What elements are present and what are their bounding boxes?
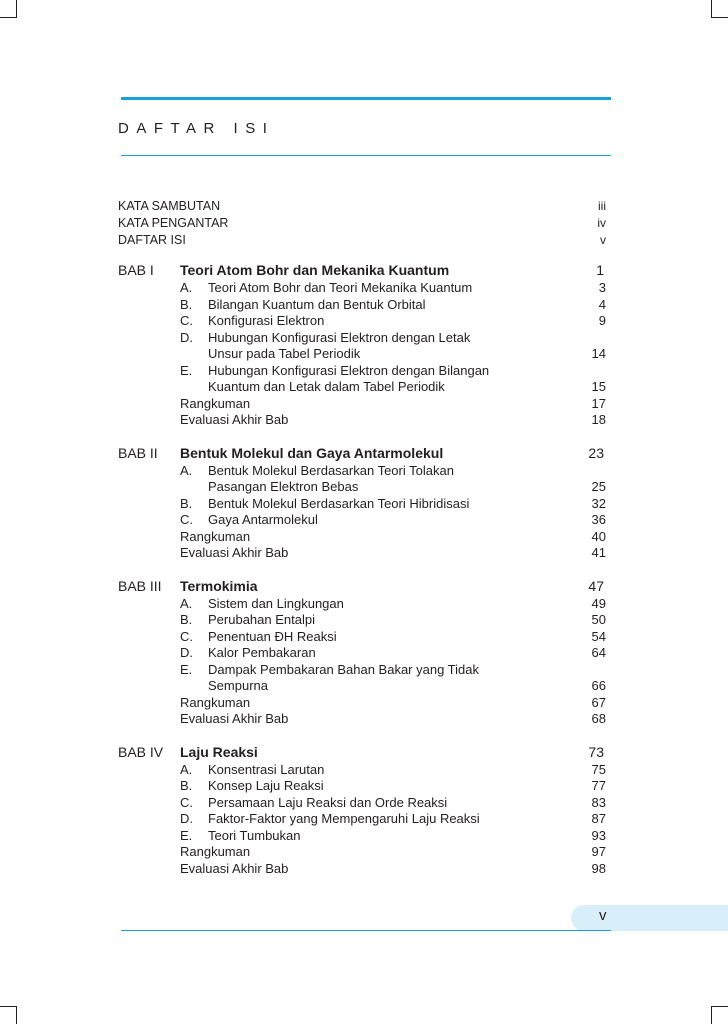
section-title: Konsentrasi Larutan [208,761,325,777]
section-title-continued: Unsur pada Tabel Periodik [208,346,361,361]
crop-mark-bottom-right [711,1006,712,1024]
crop-mark-bottom-left [16,1006,17,1024]
section-title: Bentuk Molekul Berdasarkan Teori Tolakan [208,462,454,478]
page-number: iii [598,199,606,213]
evaluation-label: Evaluasi Akhir Bab [180,711,289,726]
section-letter: D. [180,645,193,660]
entry-label: KATA PENGANTAR [118,216,229,230]
page-number: 47 [588,577,604,594]
chapter-title-text: Teori Atom Bohr dan Mekanika Kuantum [180,262,450,278]
section-letter: E. [180,661,193,677]
entry-label: DAFTAR ISI [118,233,186,247]
page-number: 18 [591,412,606,427]
crop-mark-top-right [711,0,712,18]
section-title: Hubungan Konfigurasi Elektron dengan Letak [208,329,471,345]
table-of-contents [118,198,608,877]
summary-label: Rangkuman [180,844,251,859]
section-letter: E. [180,827,193,843]
section-title: Penentuan ÐH Reaksi [208,628,337,644]
section-title-continued: Pasangan Elektron Bebas [208,479,359,494]
toc-section[interactable] [180,762,608,779]
toc-section[interactable] [180,778,608,795]
page-number: 64 [591,645,606,660]
toc-section[interactable] [180,612,608,629]
section-title: Konsep Laju Reaksi [208,778,324,793]
toc-section[interactable] [180,313,608,330]
section-letter: C. [180,794,193,810]
section-title: Teori Tumbukan [208,827,301,843]
page-number: 50 [591,612,606,627]
page-number: 49 [591,595,606,611]
header-rule [121,97,611,100]
section-letter: D. [180,329,193,345]
toc-summary[interactable] [180,396,608,413]
toc-evaluation[interactable] [180,412,608,429]
page-number: 32 [591,495,606,511]
summary-label: Rangkuman [180,395,251,411]
section-title-continued: Sempurna [208,678,268,693]
section-title: Bilangan Kuantum dan Bentuk Orbital [208,296,426,312]
chapter-number: BAB I [118,262,154,278]
page-number: 68 [591,711,606,726]
footer-rule [121,930,611,931]
title-underline [121,155,611,156]
page-number: 97 [591,844,606,859]
evaluation-label: Evaluasi Akhir Bab [180,860,289,876]
toc-front-entry[interactable] [118,232,608,249]
evaluation-label: Evaluasi Akhir Bab [180,412,289,427]
page-number: 1 [596,262,604,278]
chapter-3 [118,576,608,728]
page-number: 87 [591,811,606,826]
toc-front-entry[interactable] [118,215,608,232]
section-title: Dampak Pembakaran Bahan Bakar yang Tidak [208,661,479,677]
section-title: Bentuk Molekul Berdasarkan Teori Hibridisasi [208,495,470,511]
toc-section[interactable] [180,297,608,314]
section-letter: A. [180,595,193,611]
toc-section[interactable] [180,330,608,363]
section-letter: C. [180,313,193,328]
toc-section[interactable] [180,280,608,297]
toc-section[interactable] [180,645,608,662]
section-letter: B. [180,612,193,627]
section-title: Faktor-Faktor yang Mempengaruhi Laju Reaksi [208,811,480,826]
toc-section[interactable] [180,629,608,646]
page-number: 54 [591,628,606,644]
crop-mark-top-right-h [711,17,728,18]
crop-mark-top-left [16,0,17,18]
toc-section[interactable] [180,512,608,529]
chapter-1 [118,260,608,429]
entry-label: KATA SAMBUTAN [118,199,221,213]
page-number: 40 [591,528,606,544]
page-number: iv [597,216,606,230]
page-number: 25 [591,479,606,494]
front-matter [118,198,608,249]
section-title: Teori Atom Bohr dan Teori Mekanika Kuantum [208,280,473,295]
toc-section[interactable] [180,363,608,396]
page-number: 66 [591,678,606,693]
section-letter: B. [180,778,193,793]
toc-section[interactable] [180,828,608,845]
page-number: 83 [591,794,606,810]
chapter-title[interactable] [180,742,608,762]
section-title: Gaya Antarmolekul [208,512,318,527]
chapter-title[interactable] [180,443,608,463]
toc-section[interactable] [180,662,608,695]
page-number: 23 [588,444,604,461]
section-letter: E. [180,362,193,378]
page-number: 75 [591,761,606,777]
footer-page-number: v [599,907,607,924]
page-number: 15 [591,379,606,394]
section-title: Perubahan Entalpi [208,612,315,627]
section-title: Hubungan Konfigurasi Elektron dengan Bilangan [208,362,490,378]
chapter-title-text: Bentuk Molekul dan Gaya Antarmolekul [180,444,444,461]
chapter-number: BAB III [118,577,162,594]
toc-evaluation[interactable] [180,545,608,562]
page-number: 98 [591,860,606,876]
toc-summary[interactable] [180,844,608,861]
toc-section[interactable] [180,463,608,496]
crop-mark-bottom-left-h [0,1006,17,1007]
chapter-title[interactable] [180,260,608,280]
section-letter: B. [180,495,193,511]
section-letter: A. [180,280,193,295]
section-title: Konfigurasi Elektron [208,313,325,328]
page-number: 67 [591,694,606,710]
toc-section[interactable] [180,795,608,812]
chapter-number: BAB IV [118,743,164,760]
toc-section[interactable] [180,811,608,828]
page-number: 77 [591,778,606,793]
section-title: Kalor Pembakaran [208,645,316,660]
toc-summary[interactable] [180,695,608,712]
chapter-4 [118,742,608,878]
page-number: 3 [598,280,606,295]
section-title-continued: Kuantum dan Letak dalam Tabel Periodik [208,379,445,394]
chapter-title-text: Termokimia [180,577,258,594]
section-letter: A. [180,462,193,478]
page-title: DAFTAR ISI [118,120,275,137]
toc-evaluation[interactable] [180,711,608,728]
page-number: 41 [591,545,606,560]
toc-section[interactable] [180,596,608,613]
summary-label: Rangkuman [180,528,251,544]
evaluation-label: Evaluasi Akhir Bab [180,545,289,560]
section-letter: D. [180,811,193,826]
chapter-title-text: Laju Reaksi [180,743,258,760]
toc-evaluation[interactable] [180,861,608,878]
page-number: 73 [588,743,604,760]
page-number: 36 [591,512,606,527]
section-title: Sistem dan Lingkungan [208,595,344,611]
section-letter: B. [180,296,193,312]
section-letter: A. [180,761,193,777]
page-number: 93 [591,827,606,843]
page-number: 17 [591,395,606,411]
chapter-title[interactable] [180,576,608,596]
page-number: 4 [598,296,606,312]
page-number: v [600,233,606,247]
page-number: 9 [598,313,606,328]
page-number: 14 [591,346,606,361]
section-letter: C. [180,628,193,644]
toc-summary[interactable] [180,529,608,546]
chapter-2 [118,443,608,562]
section-title: Persamaan Laju Reaksi dan Orde Reaksi [208,794,448,810]
toc-front-entry[interactable] [118,198,608,215]
summary-label: Rangkuman [180,694,251,710]
crop-mark-top-left-h [0,17,17,18]
crop-mark-bottom-right-h [711,1006,728,1007]
toc-section[interactable] [180,496,608,513]
section-letter: C. [180,512,193,527]
chapter-number: BAB II [118,444,158,461]
footer-page-tab [571,905,728,931]
